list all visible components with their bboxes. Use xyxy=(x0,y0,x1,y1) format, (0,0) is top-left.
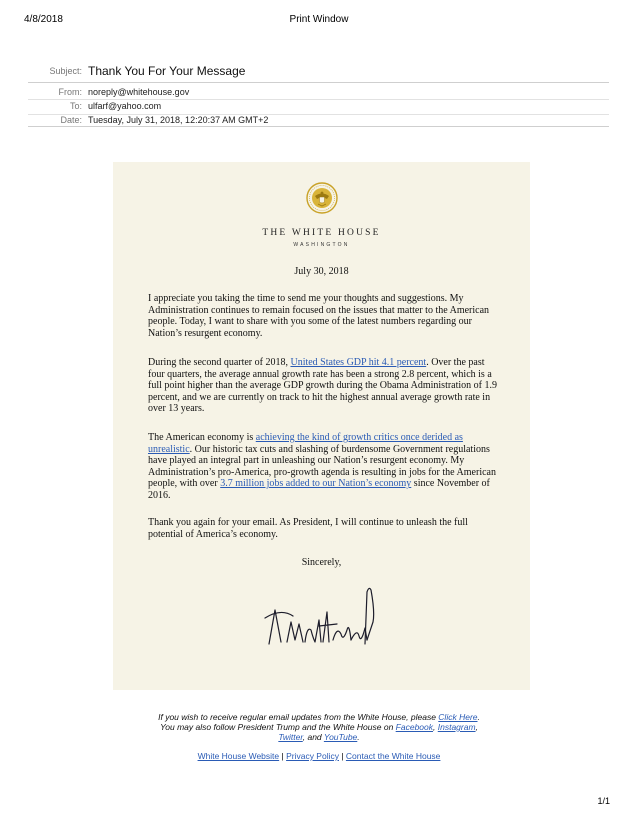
privacy-link[interactable]: Privacy Policy xyxy=(286,751,339,761)
text: , and xyxy=(302,732,324,742)
to-row xyxy=(28,100,609,112)
text: . xyxy=(477,712,480,722)
text: , xyxy=(433,722,438,732)
text: The American economy is xyxy=(148,432,256,443)
divider xyxy=(28,126,609,127)
text: You may also follow President Trump and the White House on xyxy=(160,722,396,732)
page-number: 1/1 xyxy=(597,796,610,806)
presidential-seal-icon xyxy=(306,182,338,214)
text: . Over the past four quarters, the average annual growth rate has been a strong 2.8 percent, which is a full point higher than the average GDP growth during the Obama Administration of 1.9 percent, and we are currently on track to hit the highest annual average growth rate in over 13 years. xyxy=(148,357,498,415)
growth-link[interactable]: achieving the kind of growth critics once derided as unrealistic xyxy=(148,432,463,455)
subject-row xyxy=(28,62,609,80)
gdp-link[interactable]: United States GDP hit 4.1 percent xyxy=(290,357,427,368)
letter-date: July 30, 2018 xyxy=(294,266,349,277)
text: . Our historic tax cuts and slashing of burdensome Government regulations have played an integral part in unleashing our Nation’s resurgent economy. My Administration’s pro-America, pro-growth agenda is resulting in jobs for the American people, with over xyxy=(148,443,496,490)
divider xyxy=(28,82,609,83)
facebook-link[interactable]: Facebook xyxy=(395,722,434,732)
jobs-link[interactable]: 3.7 million jobs added to our Nation’s economy xyxy=(220,478,412,490)
separator: | xyxy=(279,751,287,761)
footer-message xyxy=(60,712,578,742)
from-row xyxy=(28,86,609,98)
letter-closing: Sincerely, xyxy=(301,557,342,568)
website-link[interactable]: White House Website xyxy=(197,751,280,761)
youtube-link[interactable]: YouTube xyxy=(323,732,358,742)
text: since November of 2016. xyxy=(148,478,490,501)
subscribe-link[interactable]: Click Here xyxy=(438,712,478,722)
twitter-link[interactable]: Twitter xyxy=(278,732,303,742)
letter-paragraph: I appreciate you taking the time to send me your thoughts and suggestions. My Administration continues to remain focused on the issues that matter to the American people. Today, I want to share with you some of the latest numbers regarding our Nation’s resurgent economy. xyxy=(148,293,490,339)
letter-paragraph: Thank you again for your email. As President, I will continue to unleash the full potential of America’s economy. xyxy=(148,517,468,540)
text: , xyxy=(475,722,478,732)
letterhead-subtitle: WASHINGTON xyxy=(293,242,350,248)
print-window-title: Print Window xyxy=(289,14,349,25)
letterhead-title: THE WHITE HOUSE xyxy=(262,228,381,238)
to-label: To: xyxy=(69,101,82,111)
to-value[interactable]: ulfarf@yahoo.com xyxy=(88,101,162,111)
date-row xyxy=(28,114,609,126)
print-date: 4/8/2018 xyxy=(24,14,63,25)
text: . xyxy=(357,732,360,742)
separator: | xyxy=(338,751,346,761)
footer-links xyxy=(0,751,638,761)
from-value[interactable]: noreply@whitehouse.gov xyxy=(88,87,190,97)
signature-icon xyxy=(261,582,386,657)
letter-paragraph xyxy=(148,357,498,415)
subject-value: Thank You For Your Message xyxy=(88,64,246,78)
letter-body xyxy=(113,162,530,690)
instagram-link[interactable]: Instagram xyxy=(437,722,476,732)
contact-link[interactable]: Contact the White House xyxy=(345,751,441,761)
text: If you wish to receive regular email updates from the White House, please xyxy=(158,712,439,722)
date-label: Date: xyxy=(60,115,82,125)
letter-paragraph xyxy=(148,432,498,502)
subject-label: Subject: xyxy=(49,66,82,76)
text: During the second quarter of 2018, xyxy=(148,357,291,368)
from-label: From: xyxy=(58,87,82,97)
date-value: Tuesday, July 31, 2018, 12:20:37 AM GMT+2 xyxy=(88,115,269,125)
